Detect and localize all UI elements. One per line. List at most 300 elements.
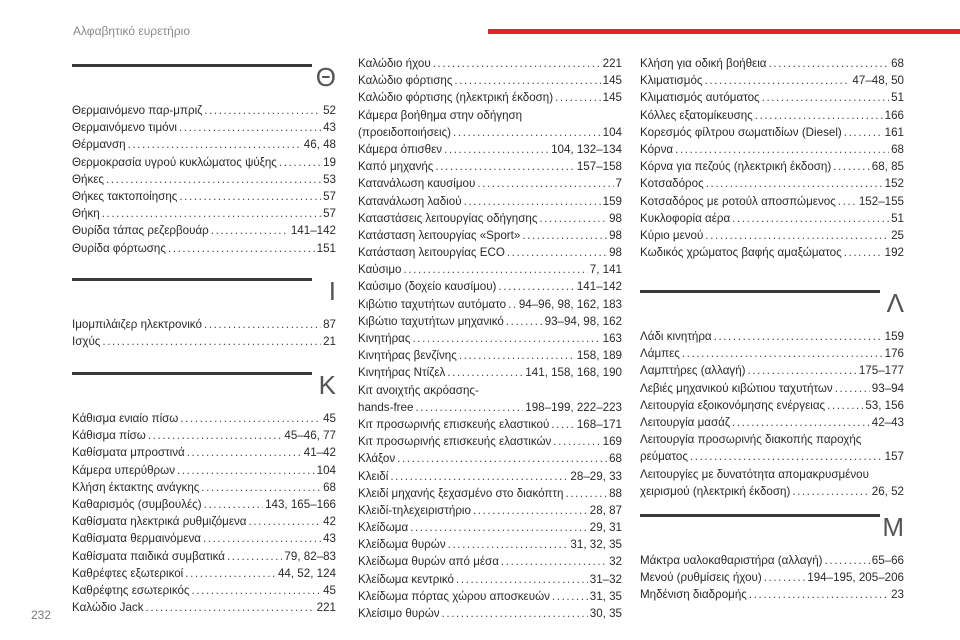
index-entry-term: Λάδι κινητήρα — [640, 330, 712, 343]
index-entry — [640, 55, 904, 72]
index-entry-term: Κλειδί-τηλεχειριστήριο — [358, 503, 471, 517]
index-entry — [640, 175, 904, 192]
index-entry-term: Κλιματισμός — [640, 74, 703, 88]
index-entry-page: 141–142 — [290, 224, 336, 238]
index-entry — [640, 158, 904, 175]
index-entry-page: 65–66 — [871, 554, 904, 567]
index-entry-term: Καύσιμο — [358, 263, 402, 277]
index-entry-term: Καθρέφτης εσωτερικός — [72, 583, 190, 597]
dot-leader — [675, 141, 889, 158]
dot-leader — [204, 316, 321, 333]
index-entry — [640, 552, 904, 569]
index-entry-page: 7, 141 — [589, 263, 622, 277]
index-entry-term: (προειδοποιήσεις) — [358, 125, 452, 139]
dot-leader — [412, 330, 600, 347]
section-heading — [640, 286, 904, 328]
index-entry-term: Λειτουργία προσωρινής διακοπής παροχής — [640, 433, 862, 447]
dot-leader — [177, 462, 315, 479]
index-entry — [358, 261, 622, 278]
index-entry-page: 151 — [316, 241, 336, 255]
index-entry-page: 45 — [323, 412, 336, 425]
index-entry-page: 68 — [323, 480, 336, 494]
dot-leader — [755, 107, 883, 124]
header-accent-bar — [488, 29, 960, 34]
index-entry-term: ρεύματος — [640, 450, 688, 464]
index-entry-term: Καθαρισμός (συμβουλές) — [72, 497, 202, 511]
dot-leader — [447, 364, 523, 381]
dot-leader — [555, 89, 601, 106]
index-entry-page: 68 — [609, 452, 622, 466]
dot-leader — [498, 278, 574, 295]
index-entry — [358, 244, 622, 261]
index-entry-page: 143, 165–166 — [265, 497, 336, 511]
dot-leader — [682, 345, 883, 362]
index-entry-page: 79, 82–83 — [284, 549, 336, 563]
index-entry-term: Κοτσαδόρος — [640, 177, 704, 191]
index-entry — [358, 141, 622, 158]
index-entry — [358, 588, 622, 605]
index-entry-page: 51 — [891, 211, 904, 225]
dot-leader — [448, 536, 569, 553]
section-letter: Λ — [886, 288, 904, 318]
section-divider — [640, 514, 880, 517]
index-entry — [72, 171, 336, 188]
section-divider — [72, 372, 312, 375]
index-entry-page: 43 — [323, 121, 336, 135]
index-entry-term: Θήκες τακτοποίησης — [72, 189, 178, 203]
dot-leader — [705, 72, 851, 89]
section-letter: Κ — [318, 370, 336, 400]
index-entry-term: Θυρίδα φόρτωσης — [72, 241, 166, 255]
index-entry — [358, 124, 622, 141]
index-section-theta — [72, 60, 336, 257]
index-entry-page: 42 — [323, 515, 336, 529]
index-entry — [72, 119, 336, 136]
index-entry-term: Λειτουργία μασάζ — [640, 415, 730, 429]
dot-leader — [211, 222, 289, 239]
index-entry-page: 192 — [884, 246, 904, 260]
index-entry-term: Λεβιές μηχανικού κιβώτιου ταχυτήτων — [640, 381, 833, 395]
index-entry-page: 221 — [602, 57, 622, 70]
dot-leader — [168, 240, 315, 257]
index-entry — [640, 210, 904, 227]
index-entry-page: 169 — [602, 435, 622, 449]
dot-leader — [106, 171, 321, 188]
dot-leader — [507, 244, 607, 261]
index-entry-page: 176 — [884, 347, 904, 361]
dot-leader — [187, 444, 302, 461]
dot-leader — [390, 468, 568, 485]
index-entry-page: 31, 35 — [589, 589, 622, 603]
index-entry — [72, 427, 336, 444]
index-entry — [358, 158, 622, 175]
dot-leader — [433, 55, 601, 72]
index-entry-page: 30, 35 — [589, 607, 622, 620]
dot-leader — [473, 502, 588, 519]
index-entry — [358, 399, 622, 416]
index-entry-page: 28–29, 33 — [570, 469, 622, 483]
index-entry-term: Καύσιμο (δοχείο καυσίμου) — [358, 280, 497, 294]
index-entry — [358, 89, 622, 106]
index-entry-list — [358, 55, 622, 622]
index-section-lambda — [640, 286, 904, 500]
index-entry-page: 159 — [602, 194, 622, 208]
index-entry — [72, 565, 336, 582]
index-entry-line — [640, 431, 904, 448]
dot-leader — [397, 450, 607, 467]
index-section-kappa-continued-2 — [640, 55, 904, 261]
index-entry — [72, 548, 336, 565]
index-entry — [358, 433, 622, 450]
index-entry-page: 31–32 — [589, 572, 622, 586]
index-entry — [640, 397, 904, 414]
index-entry — [72, 333, 336, 350]
section-heading — [640, 510, 904, 552]
dot-leader — [732, 210, 889, 227]
index-entry-list — [72, 316, 336, 350]
index-entry — [358, 416, 622, 433]
index-entry — [640, 107, 904, 124]
index-entry-page: 98 — [609, 211, 622, 225]
index-entry — [358, 605, 622, 622]
index-entry — [72, 410, 336, 427]
index-entry — [358, 72, 622, 89]
index-entry-term: Κάμερα όπισθεν — [358, 142, 443, 156]
index-entry-line — [358, 382, 622, 399]
index-entry-term: Καθίσματα παιδικά συμβατικά — [72, 549, 225, 563]
index-entry — [358, 571, 622, 588]
index-entry — [72, 188, 336, 205]
index-entry-term: Κιτ ανοιχτής ακρόασης- — [358, 383, 479, 397]
dot-leader — [203, 530, 321, 547]
index-entry-term: Κλείσιμο θυρών — [358, 607, 440, 620]
index-entry-term: Κωδικός χρώματος βαφής αμαξώματος — [640, 246, 842, 260]
index-entry-page: 53, 156 — [865, 398, 904, 412]
section-divider — [72, 64, 312, 67]
index-entry-page: 163 — [602, 332, 622, 345]
index-entry-page: 23 — [891, 588, 904, 602]
index-entry-term: Κλήση έκτακτης ανάγκης — [72, 480, 200, 494]
index-entry-term: Κάθισμα πίσω — [72, 429, 146, 443]
dot-leader — [827, 397, 863, 414]
dot-leader — [192, 582, 322, 599]
index-entry-term: Θήκη — [72, 207, 100, 221]
section-letter: Θ — [315, 62, 336, 92]
index-entry-term: Θερμαινόμενο τιμόνι — [72, 121, 177, 135]
index-entry-term: Καλώδιο φόρτισης — [358, 74, 453, 88]
index-entry-term: Καλώδιο φόρτισης (ηλεκτρική έκδοση) — [358, 91, 554, 105]
index-entry — [640, 124, 904, 141]
section-heading — [72, 274, 336, 316]
section-heading — [72, 60, 336, 102]
index-section-iota — [72, 274, 336, 350]
index-entry-page: 157–158 — [576, 160, 622, 174]
section-heading — [72, 368, 336, 410]
index-entry-term: Κλιματισμός αυτόματος — [640, 91, 760, 105]
index-entry-page: 47–48, 50 — [852, 74, 904, 88]
index-entry-page: 42–43 — [871, 415, 904, 429]
index-entry — [640, 586, 904, 603]
index-entry-term: Κάμερα υπερύθρων — [72, 463, 175, 477]
index-entry-page: 93–94, 98, 162 — [544, 314, 622, 328]
index-entry-page: 93–94 — [871, 381, 904, 395]
index-entry — [640, 244, 904, 261]
dot-leader — [764, 569, 806, 586]
dot-leader — [762, 89, 889, 106]
index-entry-page: 29, 31 — [589, 521, 622, 535]
dot-leader — [792, 483, 869, 500]
index-entry-page: 157 — [884, 450, 904, 464]
dot-leader — [844, 244, 883, 261]
index-entry-page: 98 — [609, 228, 622, 242]
index-entry-term: Κινητήρας Ντίζελ — [358, 366, 446, 380]
index-entry-page: 98 — [609, 246, 622, 260]
dot-leader — [833, 158, 870, 175]
index-section-mu — [640, 510, 904, 604]
index-entry — [72, 496, 336, 513]
dot-leader — [714, 328, 883, 345]
index-entry-term: Καθρέφτες εξωτερικοί — [72, 566, 184, 580]
index-entry-page: 41–42 — [303, 446, 336, 460]
index-entry-term: Μηδένιση διαδρομής — [640, 588, 747, 602]
index-entry — [358, 330, 622, 347]
dot-leader — [539, 210, 607, 227]
dot-leader — [459, 347, 575, 364]
dot-leader — [180, 410, 321, 427]
section-divider — [640, 290, 880, 293]
index-entry-page: 88 — [609, 486, 622, 500]
dot-leader — [279, 154, 321, 171]
dot-leader — [844, 124, 883, 141]
index-entry-term: Λειτουργία εξοικονόμησης ενέργειας — [640, 398, 826, 412]
index-entry — [72, 530, 336, 547]
index-entry-term: Καθίσματα μπροστινά — [72, 446, 185, 460]
index-entry-list — [72, 410, 336, 616]
dot-leader — [204, 102, 321, 119]
index-entry — [640, 72, 904, 89]
index-entry-term: Κλειδί — [358, 469, 389, 483]
index-entry — [72, 240, 336, 257]
index-entry-term: Κατάσταση λειτουργίας ECO — [358, 246, 505, 260]
index-entry-page: 26, 52 — [871, 484, 904, 498]
index-entry-page: 141, 158, 168, 190 — [525, 366, 622, 380]
index-entry — [640, 448, 904, 465]
dot-leader — [453, 124, 601, 141]
dot-leader — [442, 605, 588, 622]
index-entry — [358, 296, 622, 313]
index-entry-page: 31, 32, 35 — [570, 538, 622, 552]
dot-leader — [501, 553, 607, 570]
index-entry — [358, 313, 622, 330]
index-entry-page: 25 — [891, 228, 904, 242]
dot-leader — [748, 362, 857, 379]
dot-leader — [404, 261, 588, 278]
index-entry — [640, 569, 904, 586]
index-entry-term: Κορεσμός φίλτρου σωματιδίων (Diesel) — [640, 125, 842, 139]
index-entry-term: Κλήση για οδική βοήθεια — [640, 57, 767, 70]
index-entry-term: Θερμοκρασία υγρού κυκλώματος ψύξης — [72, 155, 277, 169]
index-entry — [358, 193, 622, 210]
index-entry-term: Μενού (ρυθμίσεις ήχου) — [640, 571, 762, 585]
dot-leader — [565, 485, 607, 502]
index-entry-term: Λειτουργίες με δυνατότητα απομακρυσμένου — [640, 467, 869, 481]
index-entry-page: 158, 189 — [576, 349, 622, 363]
dot-leader — [522, 227, 607, 244]
index-entry — [72, 205, 336, 222]
section-letter: Ι — [328, 276, 336, 306]
index-entry-page: 46, 48 — [303, 138, 336, 152]
index-entry-term: Κιτ προσωρινής επισκευής ελαστικών — [358, 435, 552, 449]
section-letter: Μ — [882, 512, 904, 542]
index-entry-term: Κάθισμα ενιαίο πίσω — [72, 412, 179, 425]
index-entry-term: Κλειδί μηχανής ξεχασμένο στο διακόπτη — [358, 486, 564, 500]
index-entry-term: Καθίσματα θερμαινόμενα — [72, 532, 201, 546]
index-entry — [72, 582, 336, 599]
index-entry-term: Καθίσματα ηλεκτρικά ρυθμιζόμενα — [72, 515, 247, 529]
index-entry — [640, 227, 904, 244]
index-entry-term: Κινητήρας βενζίνης — [358, 349, 457, 363]
index-entry-term: Θήκες — [72, 172, 105, 186]
dot-leader — [464, 193, 601, 210]
index-entry-term: hands-free — [358, 400, 414, 414]
dot-leader — [508, 296, 517, 313]
index-entry — [72, 444, 336, 461]
index-entry-page: 104, 132–134 — [551, 142, 622, 156]
dot-leader — [477, 175, 613, 192]
dot-leader — [456, 571, 588, 588]
index-entry-term: Κινητήρας — [358, 332, 411, 345]
index-entry — [640, 414, 904, 431]
dot-leader — [204, 496, 263, 513]
index-entry-line — [640, 466, 904, 483]
index-entry-page: 19 — [323, 155, 336, 169]
index-entry-term: Κλείδωμα θυρών — [358, 538, 446, 552]
dot-leader — [552, 588, 588, 605]
index-entry-list — [640, 552, 904, 604]
index-entry-page: 104 — [316, 463, 336, 477]
index-entry — [358, 227, 622, 244]
index-entry-page: 198–199, 222–223 — [525, 400, 622, 414]
index-entry-page: 44, 52, 124 — [277, 566, 336, 580]
index-entry — [72, 222, 336, 239]
dot-leader — [553, 433, 600, 450]
index-entry-page: 87 — [323, 318, 336, 331]
index-entry-term: Καλώδιο Jack — [72, 601, 144, 615]
dot-leader — [706, 175, 883, 192]
index-entry-page: 43 — [323, 532, 336, 546]
index-section-kappa-continued — [358, 55, 622, 622]
dot-leader — [410, 519, 588, 536]
dot-leader — [179, 188, 321, 205]
index-entry-page: 68, 85 — [871, 160, 904, 174]
index-entry-term: Καλώδιο ήχου — [358, 57, 431, 70]
dot-leader — [102, 205, 321, 222]
index-entry-page: 57 — [323, 207, 336, 221]
index-entry-term: Κατάσταση λειτουργίας «Sport» — [358, 228, 521, 242]
index-entry-page: 21 — [323, 335, 336, 349]
index-entry — [358, 347, 622, 364]
index-entry-page: 68 — [891, 142, 904, 156]
dot-leader — [227, 548, 282, 565]
dot-leader — [146, 599, 315, 616]
index-entry — [358, 553, 622, 570]
index-entry — [640, 345, 904, 362]
index-entry-page: 7 — [615, 177, 622, 191]
index-entry-term: Κλείδωμα θυρών από μέσα — [358, 555, 499, 569]
header-title: Αλφαβητικό ευρετήριο — [73, 24, 191, 38]
index-entry-list — [72, 102, 336, 257]
index-entry — [358, 364, 622, 381]
index-entry-term: Μάκτρα υαλοκαθαριστήρα (αλλαγή) — [640, 554, 823, 567]
dot-leader — [148, 427, 283, 444]
index-entry-page: 194–195, 205–206 — [807, 571, 904, 585]
dot-leader — [185, 565, 276, 582]
index-entry — [640, 141, 904, 158]
index-entry-term: Κυκλοφορία αέρα — [640, 211, 731, 225]
index-entry-page: 145 — [602, 91, 622, 105]
page-number: 232 — [31, 608, 52, 622]
index-entry — [640, 89, 904, 106]
dot-leader — [835, 380, 870, 397]
index-entry-page: 166 — [884, 108, 904, 122]
dot-leader — [435, 158, 574, 175]
index-entry — [358, 502, 622, 519]
index-entry-term: Λαμπτήρες (αλλαγή) — [640, 364, 746, 378]
index-entry-page: 141–142 — [576, 280, 622, 294]
index-entry-term: Καταστάσεις λειτουργίας οδήγησης — [358, 211, 538, 225]
index-entry-page: 45–46, 77 — [284, 429, 336, 443]
index-entry-term: Θερμαινόμενο παρ-μπριζ — [72, 104, 203, 117]
index-entry — [358, 536, 622, 553]
index-entry-term: Καπό μηχανής — [358, 160, 434, 174]
index-entry-term: Ιμομπιλάιζερ ηλεκτρονικό — [72, 318, 202, 331]
index-entry-term: Λάμπες — [640, 347, 680, 361]
index-entry — [72, 102, 336, 119]
index-entry-term: χειρισμού (ηλεκτρική έκδοση) — [640, 484, 791, 498]
index-entry-page: 28, 87 — [589, 503, 622, 517]
index-entry — [358, 450, 622, 467]
index-entry-page: 175–177 — [858, 364, 904, 378]
index-entry — [72, 154, 336, 171]
index-entry-term: Κόλλες εξατομίκευσης — [640, 108, 753, 122]
index-entry-term: Κάμερα βοήθημα στην οδήγηση — [358, 108, 523, 122]
dot-leader — [102, 333, 321, 350]
index-entry — [72, 136, 336, 153]
dot-leader — [128, 136, 302, 153]
dot-leader — [769, 55, 890, 72]
index-entry — [72, 479, 336, 496]
dot-leader — [690, 448, 883, 465]
dot-leader — [454, 72, 600, 89]
index-entry-term: Κλείδωμα — [358, 521, 409, 535]
section-divider — [72, 278, 312, 281]
index-entry-term: Κατανάλωση καυσίμου — [358, 177, 476, 191]
index-entry-page: 161 — [884, 125, 904, 139]
index-entry-term: Κόρνα — [640, 142, 674, 156]
dot-leader — [749, 586, 889, 603]
index-entry — [358, 485, 622, 502]
index-entry-term: Κύριο μενού — [640, 228, 704, 242]
dot-leader — [179, 119, 321, 136]
dot-leader — [444, 141, 549, 158]
index-entry-page: 152–155 — [858, 194, 904, 208]
index-entry-page: 152 — [884, 177, 904, 191]
index-entry-page: 52 — [323, 104, 336, 117]
dot-leader — [705, 227, 889, 244]
dot-leader — [249, 513, 322, 530]
index-entry-page: 94–96, 98, 162, 183 — [518, 297, 622, 311]
dot-leader — [838, 193, 857, 210]
